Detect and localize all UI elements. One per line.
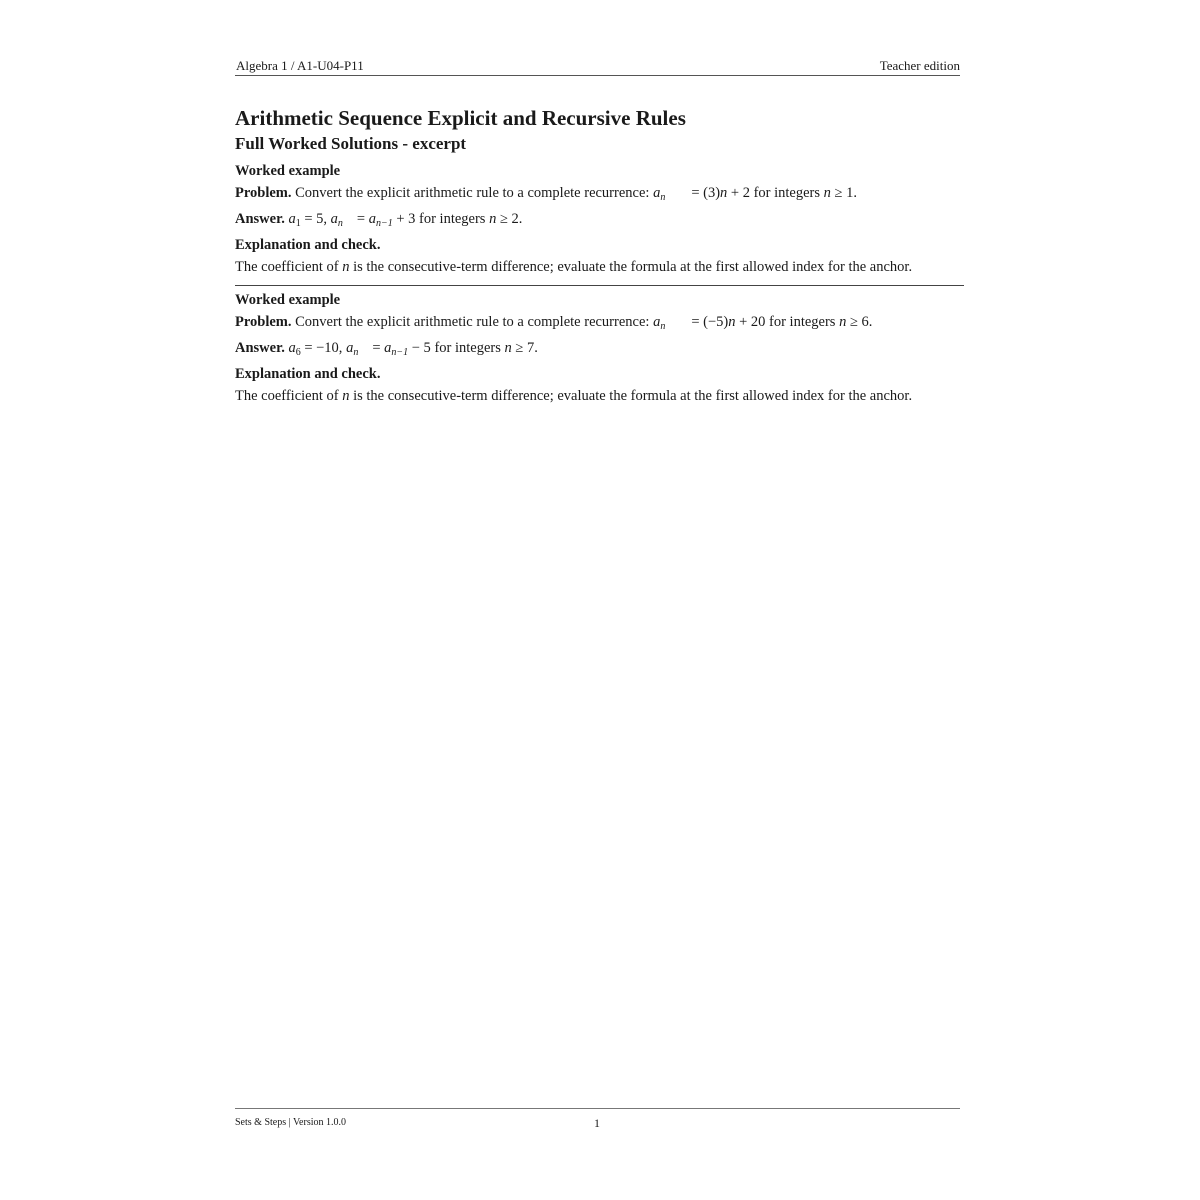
problem-text: Convert the explicit arithmetic rule to a complete recurrence: — [295, 185, 650, 201]
answer-line: Answer. $a_6 = -10$, $a_n = a_{n-1} - 5$ for integers n ≥ 7. — [235, 340, 538, 358]
domain-condition — [839, 314, 869, 330]
problem-text: Convert the explicit arithmetic rule to a complete recurrence: — [295, 314, 650, 330]
common-difference: + 3 — [392, 211, 416, 227]
sequence-variable: a — [288, 340, 296, 356]
sequence-variable: a — [368, 211, 376, 227]
problem-formula — [653, 314, 765, 330]
explanation-text-start: The coefficient of — [235, 259, 339, 275]
formula-constant: + 2 — [727, 185, 750, 201]
domain-text: for integers — [419, 211, 486, 227]
document-title: Arithmetic Sequence Explicit and Recursive Rules — [235, 106, 686, 130]
page-number: 1 — [594, 1116, 600, 1130]
course-path: Algebra 1 / A1-U04-P11 — [236, 58, 364, 73]
domain-condition — [824, 185, 854, 201]
page-header — [235, 58, 960, 76]
subscript: n — [660, 321, 666, 332]
anchor-value: = 5, — [300, 211, 328, 227]
subscript: 6 — [295, 347, 301, 358]
common-difference: − 5 — [408, 340, 431, 356]
explanation-text-end: is the consecutive-term difference; evaluate the formula at the first allowed index for the anchor. — [353, 388, 913, 404]
domain-text: for integers — [769, 314, 836, 330]
formula-rhs: = (3) — [691, 185, 721, 201]
index-variable: n — [342, 259, 350, 275]
explanation-text — [235, 387, 912, 405]
subscript: n — [337, 218, 343, 229]
problem-label: Problem. — [235, 185, 292, 201]
problem-line: Problem. Convert the explicit arithmetic rule to a complete recurrence: $a_n = (3)n + 2$ for integers n ≥ 1. — [235, 185, 857, 203]
problem-formula — [653, 185, 750, 201]
condition-bound: ≥ 2 — [496, 211, 519, 227]
condition-bound: ≥ 7 — [511, 340, 535, 356]
domain-condition — [505, 340, 535, 356]
explanation-heading: Explanation and check. — [235, 366, 381, 382]
domain-text: for integers — [434, 340, 501, 356]
index-variable: n — [489, 211, 497, 227]
answer-formula — [288, 211, 415, 227]
explanation-text — [235, 258, 912, 276]
footer-version: Sets & Steps | Version 1.0.0 — [235, 1117, 346, 1128]
problem-line: Problem. Convert the explicit arithmetic rule to a complete recurrence: $a_n = (-5)n + 20$ for integers n ≥ 6. — [235, 314, 873, 332]
edition-label: Teacher edition — [879, 58, 960, 73]
index-variable: n — [839, 314, 847, 330]
explanation-text-start: The coefficient of — [235, 388, 339, 404]
sequence-variable: a — [288, 211, 296, 227]
index-variable: n — [720, 185, 728, 201]
section-divider — [235, 285, 964, 286]
sequence-variable: a — [346, 340, 354, 356]
equals-sign: = — [356, 211, 366, 227]
domain-text: for integers — [753, 185, 821, 201]
formula-constant: + 20 — [735, 314, 766, 330]
sequence-variable: a — [653, 185, 661, 201]
index-variable: n — [504, 340, 512, 356]
explanation-heading: Explanation and check. — [235, 237, 381, 253]
condition-bound: ≥ 6 — [846, 314, 869, 330]
example-heading: Worked example — [235, 292, 341, 308]
answer-formula — [288, 340, 430, 356]
sequence-variable: a — [653, 314, 661, 330]
example-heading: Worked example — [235, 163, 341, 179]
subscript: n — [660, 192, 666, 203]
subscript: n−1 — [375, 218, 393, 229]
subscript: 1 — [295, 218, 301, 229]
equals-sign: = — [372, 340, 381, 356]
answer-label: Answer. — [235, 211, 285, 227]
explanation-text-end: is the consecutive-term difference; evaluate the formula at the first allowed index for the anchor. — [353, 259, 913, 275]
page-footer — [235, 1108, 960, 1130]
subscript: n — [353, 347, 359, 358]
problem-label: Problem. — [235, 314, 292, 330]
condition-bound: ≥ 1 — [830, 185, 854, 201]
sequence-variable: a — [330, 211, 338, 227]
index-variable: n — [342, 388, 350, 404]
index-variable: n — [728, 314, 736, 330]
anchor-value: = −10, — [300, 340, 343, 356]
sequence-variable: a — [384, 340, 392, 356]
domain-condition — [489, 211, 519, 227]
answer-line: Answer. $a_1 = 5$, $a_n = a_{n-1} + 3$ for integers n ≥ 2. — [235, 211, 523, 229]
index-variable: n — [823, 185, 831, 201]
subscript: n−1 — [391, 347, 409, 358]
answer-label: Answer. — [235, 340, 285, 356]
document-subtitle: Full Worked Solutions - excerpt — [235, 134, 467, 153]
formula-rhs: = (−5) — [691, 314, 729, 330]
